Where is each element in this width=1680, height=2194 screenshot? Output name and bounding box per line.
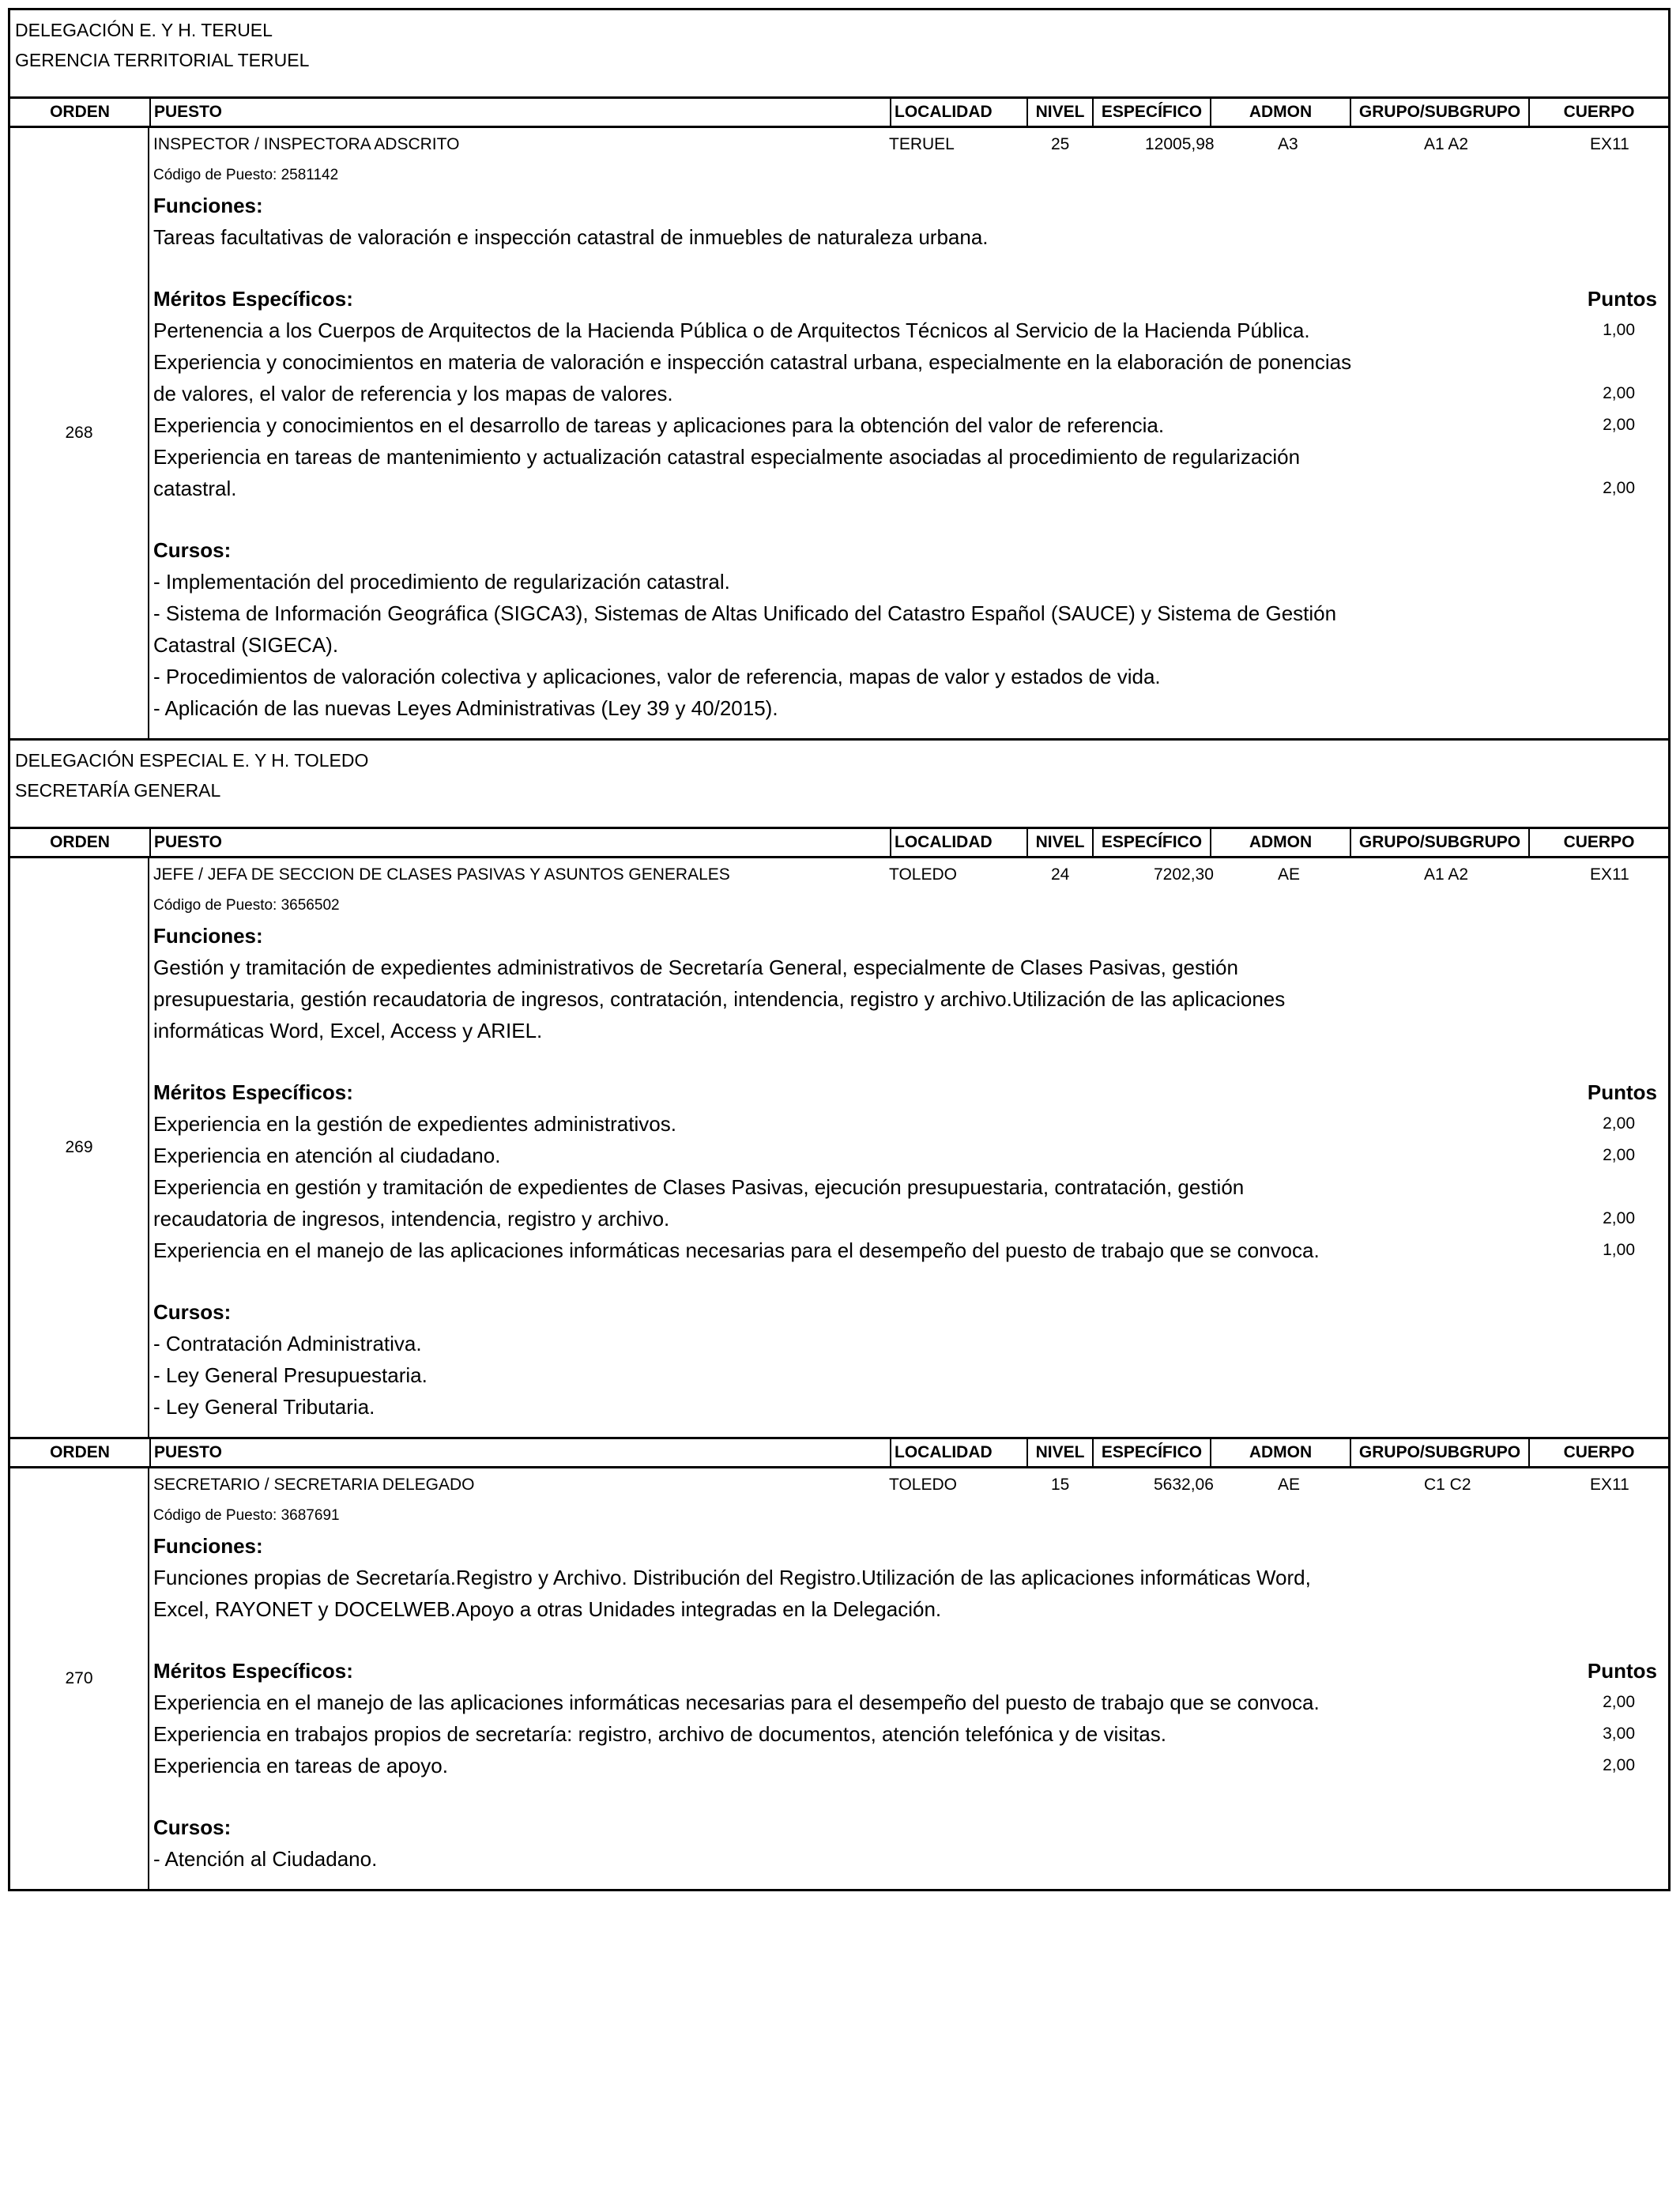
job-orden: 270 — [10, 1468, 149, 1889]
job-summary-row — [153, 858, 1668, 892]
job-localidad: TERUEL — [889, 135, 955, 153]
merito-points: 2,00 — [1603, 416, 1635, 434]
job-puesto: INSPECTOR / INSPECTORA ADSCRITO — [153, 135, 460, 153]
job-localidad: TOLEDO — [889, 1476, 957, 1494]
group-title: DELEGACIÓN ESPECIAL E. Y H. TOLEDO — [15, 750, 369, 771]
col-orden: ORDEN — [50, 103, 110, 121]
group-title: DELEGACIÓN E. Y H. TERUEL — [15, 20, 273, 40]
job-grupo: C1 C2 — [1424, 1476, 1471, 1494]
merito-line: Experiencia en el manejo de las aplicaciones informáticas necesarias para el desempeño del puesto de trabajo que se convoca. 2,00 — [153, 1687, 1668, 1718]
cursos-heading: Cursos: — [153, 1300, 232, 1324]
meritos-heading: Méritos Específicos: — [153, 1080, 353, 1104]
curso-line: - Implementación del procedimiento de regularización catastral. — [153, 570, 730, 594]
job-body — [149, 1468, 1668, 1889]
merito-points: 3,00 — [1603, 1725, 1635, 1743]
job-puesto: SECRETARIO / SECRETARIA DELEGADO — [153, 1476, 475, 1494]
cursos-heading: Cursos: — [153, 1815, 232, 1839]
curso-line: - Atención al Ciudadano. — [153, 1847, 378, 1871]
merito-line: de valores, el valor de referencia y los mapas de valores. 2,00 — [153, 378, 1668, 409]
col-nivel: NIVEL — [1026, 1439, 1092, 1466]
col-orden: ORDEN — [50, 1443, 110, 1461]
meritos-heading-row — [153, 1655, 1668, 1687]
merito-points: 2,00 — [1603, 384, 1635, 402]
job-body — [149, 858, 1668, 1437]
job-body — [149, 128, 1668, 738]
col-puesto: PUESTO — [149, 1439, 890, 1466]
curso-line: - Contratación Administrativa. — [153, 1332, 422, 1355]
meritos-heading: Méritos Específicos: — [153, 287, 353, 311]
col-cuerpo: CUERPO — [1528, 829, 1668, 856]
merito-line: Pertenencia a los Cuerpos de Arquitectos de la Hacienda Pública o de Arquitectos Técnicos al Servicio de la Hacienda Pública. 1,00 — [153, 315, 1668, 346]
funciones-heading: Funciones: — [153, 194, 263, 217]
job-admon: AE — [1278, 1476, 1301, 1494]
merito-line: Experiencia y conocimientos en el desarrollo de tareas y aplicaciones para la obtención del valor de referencia. 2,00 — [153, 409, 1668, 441]
col-grupo: GRUPO/SUBGRUPO — [1350, 1439, 1528, 1466]
job-nivel: 25 — [1051, 135, 1070, 153]
meritos-heading-row — [153, 283, 1668, 315]
col-admon: ADMON — [1210, 829, 1350, 856]
puntos-heading: Puntos — [1587, 1080, 1657, 1104]
job-orden: 269 — [10, 858, 149, 1437]
puntos-heading: Puntos — [1587, 1659, 1657, 1683]
merito-line: catastral. 2,00 — [153, 473, 1668, 504]
col-cuerpo: CUERPO — [1528, 99, 1668, 126]
job-nivel: 15 — [1051, 1476, 1070, 1494]
job-localidad: TOLEDO — [889, 865, 957, 884]
merito-line: Experiencia y conocimientos en materia de valoración e inspección catastral urbana, especialmente en la elaboración de ponencias — [153, 350, 1352, 374]
job-codigo: Código de Puesto: 3687691 — [153, 1507, 340, 1524]
funciones-heading: Funciones: — [153, 1534, 263, 1558]
col-puesto: PUESTO — [149, 829, 890, 856]
group-header — [8, 8, 1671, 96]
job-codigo: Código de Puesto: 3656502 — [153, 897, 340, 914]
column-header-row — [8, 827, 1671, 858]
curso-line: - Ley General Presupuestaria. — [153, 1363, 428, 1387]
merito-line: Experiencia en gestión y tramitación de expedientes de Clases Pasivas, ejecución presupuestaria, contratación, gestión — [153, 1175, 1245, 1199]
col-localidad: LOCALIDAD — [890, 829, 1026, 856]
col-especifico: ESPECÍFICO — [1092, 99, 1210, 126]
funciones-heading: Funciones: — [153, 924, 263, 948]
job-especifico: 7202,30 — [1154, 865, 1214, 884]
meritos-heading: Méritos Específicos: — [153, 1659, 353, 1683]
col-especifico: ESPECÍFICO — [1092, 1439, 1210, 1466]
group-subtitle: GERENCIA TERRITORIAL TERUEL — [15, 50, 310, 70]
col-localidad: LOCALIDAD — [890, 1439, 1026, 1466]
col-nivel: NIVEL — [1026, 829, 1092, 856]
job-row — [8, 858, 1671, 1437]
col-orden: ORDEN — [50, 833, 110, 851]
job-cuerpo: EX11 — [1590, 1476, 1629, 1494]
curso-line: - Procedimientos de valoración colectiva y aplicaciones, valor de referencia, mapas de valor y estados de vida. — [153, 665, 1161, 688]
col-localidad: LOCALIDAD — [890, 99, 1026, 126]
merito-points: 1,00 — [1603, 321, 1635, 339]
curso-line: Catastral (SIGECA). — [153, 633, 339, 657]
puntos-heading: Puntos — [1587, 287, 1657, 311]
col-grupo: GRUPO/SUBGRUPO — [1350, 829, 1528, 856]
group-header — [8, 738, 1671, 827]
column-header-row — [8, 1437, 1671, 1468]
curso-line: - Sistema de Información Geográfica (SIGCA3), Sistemas de Altas Unificado del Catastro Español (SAUCE) y Sistema de Gestión — [153, 601, 1337, 625]
meritos-heading-row — [153, 1076, 1668, 1108]
job-grupo: A1 A2 — [1424, 135, 1469, 153]
col-admon: ADMON — [1210, 1439, 1350, 1466]
merito-points: 2,00 — [1603, 1146, 1635, 1164]
merito-points: 2,00 — [1603, 1693, 1635, 1711]
merito-line: Experiencia en tareas de mantenimiento y actualización catastral especialmente asociadas al procedimiento de regularización — [153, 445, 1301, 469]
column-header-row — [8, 96, 1671, 128]
job-especifico: 5632,06 — [1154, 1476, 1214, 1494]
job-nivel: 24 — [1051, 865, 1070, 884]
merito-points: 2,00 — [1603, 1209, 1635, 1227]
merito-line: Experiencia en trabajos propios de secretaría: registro, archivo de documentos, atención telefónica y de visitas. 3,00 — [153, 1718, 1668, 1750]
merito-points: 2,00 — [1603, 479, 1635, 497]
job-grupo: A1 A2 — [1424, 865, 1469, 884]
merito-line: Experiencia en la gestión de expedientes administrativos. 2,00 — [153, 1108, 1668, 1140]
funciones-line: Tareas facultativas de valoración e inspección catastral de inmuebles de naturaleza urbana. — [153, 225, 989, 249]
job-puesto: JEFE / JEFA DE SECCION DE CLASES PASIVAS Y ASUNTOS GENERALES — [153, 865, 730, 884]
job-cuerpo: EX11 — [1590, 135, 1629, 153]
job-row — [8, 1468, 1671, 1891]
job-cuerpo: EX11 — [1590, 865, 1629, 884]
col-puesto: PUESTO — [149, 99, 890, 126]
job-admon: AE — [1278, 865, 1301, 884]
col-especifico: ESPECÍFICO — [1092, 829, 1210, 856]
col-admon: ADMON — [1210, 99, 1350, 126]
job-codigo: Código de Puesto: 2581142 — [153, 167, 339, 183]
job-admon: A3 — [1278, 135, 1298, 153]
merito-line: Experiencia en el manejo de las aplicaciones informáticas necesarias para el desempeño del puesto de trabajo que se convoca. 1,00 — [153, 1235, 1668, 1266]
job-orden: 268 — [10, 128, 149, 738]
merito-line: Experiencia en tareas de apoyo. 2,00 — [153, 1750, 1668, 1781]
funciones-line: informáticas Word, Excel, Access y ARIEL. — [153, 1019, 543, 1042]
merito-line: Experiencia en atención al ciudadano. 2,00 — [153, 1140, 1668, 1171]
funciones-line: presupuestaria, gestión recaudatoria de ingresos, contratación, intendencia, registro y archivo.Utilización de las aplicaciones — [153, 987, 1286, 1011]
merito-points: 2,00 — [1603, 1756, 1635, 1774]
merito-points: 2,00 — [1603, 1114, 1635, 1133]
col-nivel: NIVEL — [1026, 99, 1092, 126]
job-row — [8, 128, 1671, 738]
merito-points: 1,00 — [1603, 1241, 1635, 1259]
funciones-line: Excel, RAYONET y DOCELWEB.Apoyo a otras Unidades integradas en la Delegación. — [153, 1597, 942, 1621]
job-summary-row — [153, 1468, 1668, 1502]
cursos-heading: Cursos: — [153, 538, 232, 562]
job-summary-row — [153, 128, 1668, 161]
curso-line: - Aplicación de las nuevas Leyes Administrativas (Ley 39 y 40/2015). — [153, 696, 778, 720]
col-cuerpo: CUERPO — [1528, 1439, 1668, 1466]
funciones-line: Gestión y tramitación de expedientes administrativos de Secretaría General, especialmente de Clases Pasivas, gestión — [153, 956, 1238, 979]
group-subtitle: SECRETARÍA GENERAL — [15, 780, 221, 801]
curso-line: - Ley General Tributaria. — [153, 1395, 375, 1419]
document-sheet — [8, 8, 1671, 1891]
col-grupo: GRUPO/SUBGRUPO — [1350, 99, 1528, 126]
funciones-line: Funciones propias de Secretaría.Registro y Archivo. Distribución del Registro.Utilización de las aplicaciones informáticas Word, — [153, 1566, 1311, 1589]
job-especifico: 12005,98 — [1145, 135, 1215, 153]
merito-line: recaudatoria de ingresos, intendencia, registro y archivo. 2,00 — [153, 1203, 1668, 1235]
